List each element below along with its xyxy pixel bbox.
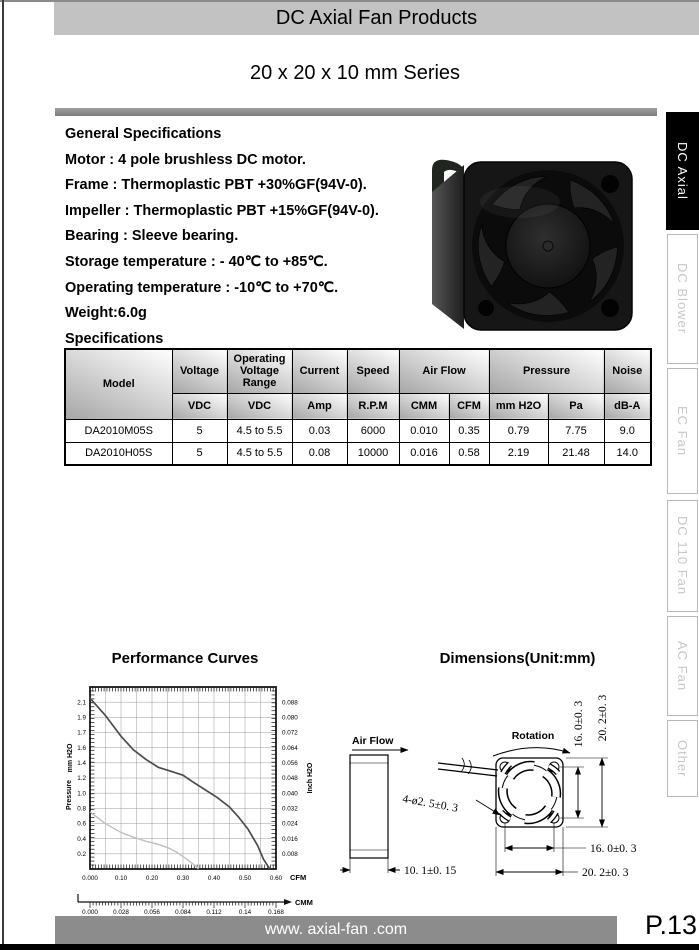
table-unit-header: VDC bbox=[172, 393, 227, 419]
fan-corner-hole bbox=[601, 299, 619, 317]
spec-line: Specifications bbox=[65, 330, 164, 347]
cfm-axis-label: CFM bbox=[290, 873, 307, 882]
general-specifications bbox=[65, 122, 435, 352]
table-cell: DA2010H05S bbox=[65, 442, 172, 465]
table-unit-header: R.P.M bbox=[347, 393, 399, 419]
table-row bbox=[65, 419, 651, 442]
width-inner-dimension: 16. 0±0. 3 bbox=[590, 843, 637, 855]
spec-line: Operating temperature : -10℃ to +70℃. bbox=[65, 279, 339, 296]
wire-break-mark bbox=[461, 758, 464, 772]
dimensions-drawing bbox=[338, 672, 662, 907]
table-header-air-flow: Air Flow bbox=[399, 349, 489, 393]
table-cell: 4.5 to 5.5 bbox=[227, 419, 292, 442]
y-tick-mm: 1.2 bbox=[77, 775, 86, 783]
table-cell: 0.010 bbox=[399, 419, 449, 442]
rotation-label: Rotation bbox=[511, 730, 555, 742]
fan-side-view bbox=[350, 755, 388, 858]
hole-dimension: 4-ø2. 5±0. 3 bbox=[401, 793, 459, 815]
y-tick-mm: 1.9 bbox=[77, 714, 86, 722]
inchh2o-axis-label: Inch H2O bbox=[307, 762, 314, 794]
table-cell: 7.75 bbox=[548, 419, 604, 442]
y-tick-mm: 0.6 bbox=[77, 820, 86, 828]
fan-hub-center bbox=[543, 241, 553, 251]
bottom-border-strip bbox=[0, 944, 699, 950]
x-tick-cfm: 0.20 bbox=[145, 875, 159, 882]
spec-line: Bearing : Sleeve bearing. bbox=[65, 228, 239, 245]
divider-bar bbox=[55, 108, 657, 116]
y-tick-mm: 0.4 bbox=[77, 835, 86, 843]
table-unit-header: VDC bbox=[227, 393, 292, 419]
table-header-operating-voltage-range: Operating Voltage Range bbox=[227, 349, 292, 393]
y-tick-mm: 1.6 bbox=[77, 744, 86, 752]
performance-curves-title: Performance Curves bbox=[111, 650, 259, 667]
page-number: P.13 bbox=[644, 910, 697, 940]
table-cell: 21.48 bbox=[548, 442, 604, 465]
x-tick-cfm: 0.40 bbox=[207, 875, 221, 882]
y-tick-inch: 0.032 bbox=[282, 805, 298, 813]
footer-bar bbox=[55, 916, 617, 944]
y-tick-inch: 0.064 bbox=[282, 744, 298, 752]
table-unit-header: mm H2O bbox=[489, 393, 548, 419]
spec-line: Storage temperature : - 40℃ to +85℃. bbox=[65, 253, 328, 270]
table-header-pressure: Pressure bbox=[489, 349, 604, 393]
sidebar-tab-dc-axial: DC Axial bbox=[666, 112, 699, 230]
y-tick-inch: 0.080 bbox=[282, 714, 298, 722]
lead-wires bbox=[438, 763, 498, 770]
table-cell: 0.08 bbox=[292, 442, 347, 465]
table-cell: 0.35 bbox=[449, 419, 489, 442]
y-tick-inch: 0.088 bbox=[282, 699, 298, 707]
table-unit-header: Pa bbox=[548, 393, 604, 419]
table-header-model: Model bbox=[65, 349, 172, 419]
pressure-axis-label: Pressure bbox=[66, 780, 73, 810]
performance-curve-DA2010H05S bbox=[90, 698, 270, 869]
table-header-voltage: Voltage bbox=[172, 349, 227, 393]
x-tick-cmm: 0.168 bbox=[268, 909, 284, 916]
x-tick-cmm: 0.14 bbox=[238, 909, 252, 916]
table-unit-header: CFM bbox=[449, 393, 489, 419]
table-cell: 2.19 bbox=[489, 442, 548, 465]
fan-sheen bbox=[480, 186, 560, 218]
spec-line: Motor : 4 pole brushless DC motor. bbox=[65, 151, 306, 168]
table-header-current: Current bbox=[292, 349, 347, 393]
table-row bbox=[65, 442, 651, 465]
sidebar-tab-dc-blower: DC Blower bbox=[667, 234, 698, 364]
table-cell: 0.03 bbox=[292, 419, 347, 442]
table-unit-header: Amp bbox=[292, 393, 347, 419]
table-header-noise: Noise bbox=[604, 349, 651, 393]
fan-corner-hole bbox=[601, 175, 619, 193]
table-cell: 5 bbox=[172, 419, 227, 442]
footer-url: www. axial-fan .com bbox=[264, 921, 408, 938]
table-header-speed: Speed bbox=[347, 349, 399, 393]
x-tick-cfm: 0.30 bbox=[176, 875, 190, 882]
spec-line: Frame : Thermoplastic PBT +30%GF(94V-0). bbox=[65, 177, 367, 194]
performance-curve-DA2010M05S bbox=[90, 812, 199, 869]
table-cell: 5 bbox=[172, 442, 227, 465]
x-tick-cmm: 0.112 bbox=[206, 909, 222, 916]
sidebar-tab-ac-fan: AC Fan bbox=[667, 616, 698, 716]
spec-line: Impeller : Thermoplastic PBT +15%GF(94V-0). bbox=[65, 202, 379, 219]
spec-line: General Specifications bbox=[65, 126, 222, 142]
y-tick-mm: 2.1 bbox=[77, 699, 86, 707]
x-tick-cfm: 0.000 bbox=[82, 875, 98, 882]
specifications-table bbox=[64, 348, 652, 466]
y-tick-inch: 0.048 bbox=[282, 775, 298, 783]
sidebar-tab-other: Other bbox=[667, 720, 698, 797]
x-tick-cmm: 0.028 bbox=[113, 909, 129, 916]
table-cell: 0.58 bbox=[449, 442, 489, 465]
series-title: 20 x 20 x 10 mm Series bbox=[249, 62, 461, 84]
x-tick-cmm: 0.000 bbox=[82, 909, 98, 916]
y-tick-mm: 1.0 bbox=[77, 790, 86, 798]
y-tick-inch: 0.040 bbox=[282, 790, 298, 798]
width-outer-dimension: 20. 2±0. 3 bbox=[582, 867, 629, 879]
x-tick-cfm: 0.50 bbox=[238, 875, 252, 882]
y-tick-mm: 0.2 bbox=[77, 851, 86, 859]
height-inner-dimension: 16. 0±0. 3 bbox=[573, 700, 585, 748]
table-cell: 10000 bbox=[347, 442, 399, 465]
sidebar-tab-ec-fan: EC Fan bbox=[667, 368, 698, 494]
y-tick-mm: 1.4 bbox=[77, 760, 86, 768]
table-cell: 0.79 bbox=[489, 419, 548, 442]
specifications-table-wrap bbox=[64, 348, 652, 466]
mmh2o-axis-label: mm H2O bbox=[67, 743, 74, 773]
table-cell: 0.016 bbox=[399, 442, 449, 465]
performance-chart bbox=[62, 672, 372, 927]
y-tick-inch: 0.008 bbox=[282, 851, 298, 859]
x-tick-cmm: 0.056 bbox=[144, 909, 160, 916]
air-flow-label: Air Flow bbox=[352, 735, 394, 747]
table-cell: 14.0 bbox=[604, 442, 651, 465]
cmm-axis-label: CMM bbox=[295, 898, 313, 907]
fan-corner-hole bbox=[478, 300, 494, 316]
impeller-blades bbox=[501, 764, 558, 821]
sidebar-tab-dc-110-fan: DC 110 Fan bbox=[667, 500, 698, 612]
y-tick-inch: 0.016 bbox=[282, 835, 298, 843]
page-title: DC Axial Fan Products bbox=[275, 7, 478, 29]
height-outer-dimension: 20. 2±0. 3 bbox=[597, 694, 609, 742]
y-tick-mm: 0.8 bbox=[77, 805, 86, 813]
spec-line: Weight:6.0g bbox=[65, 305, 147, 322]
table-cell: 4.5 to 5.5 bbox=[227, 442, 292, 465]
table-cell: DA2010M05S bbox=[65, 419, 172, 442]
header-bar bbox=[54, 2, 699, 35]
y-tick-inch: 0.024 bbox=[282, 820, 298, 828]
table-unit-header: CMM bbox=[399, 393, 449, 419]
depth-dimension: 10. 1±0. 15 bbox=[404, 865, 457, 877]
y-tick-mm: 1.7 bbox=[77, 729, 86, 737]
table-unit-header: dB-A bbox=[604, 393, 651, 419]
dimensions-title: Dimensions(Unit:mm) bbox=[439, 650, 596, 667]
y-tick-inch: 0.072 bbox=[282, 729, 298, 737]
product-photo-fan bbox=[420, 132, 660, 337]
x-tick-cmm: 0.084 bbox=[175, 909, 191, 916]
left-border-line bbox=[2, 0, 4, 944]
rotation-arrow bbox=[493, 748, 570, 756]
x-tick-cfm: 0.10 bbox=[114, 875, 128, 882]
table-cell: 6000 bbox=[347, 419, 399, 442]
x-tick-cfm: 0.60 bbox=[269, 875, 283, 882]
table-cell: 9.0 bbox=[604, 419, 651, 442]
y-tick-inch: 0.056 bbox=[282, 760, 298, 768]
fan-side-face bbox=[432, 165, 464, 329]
